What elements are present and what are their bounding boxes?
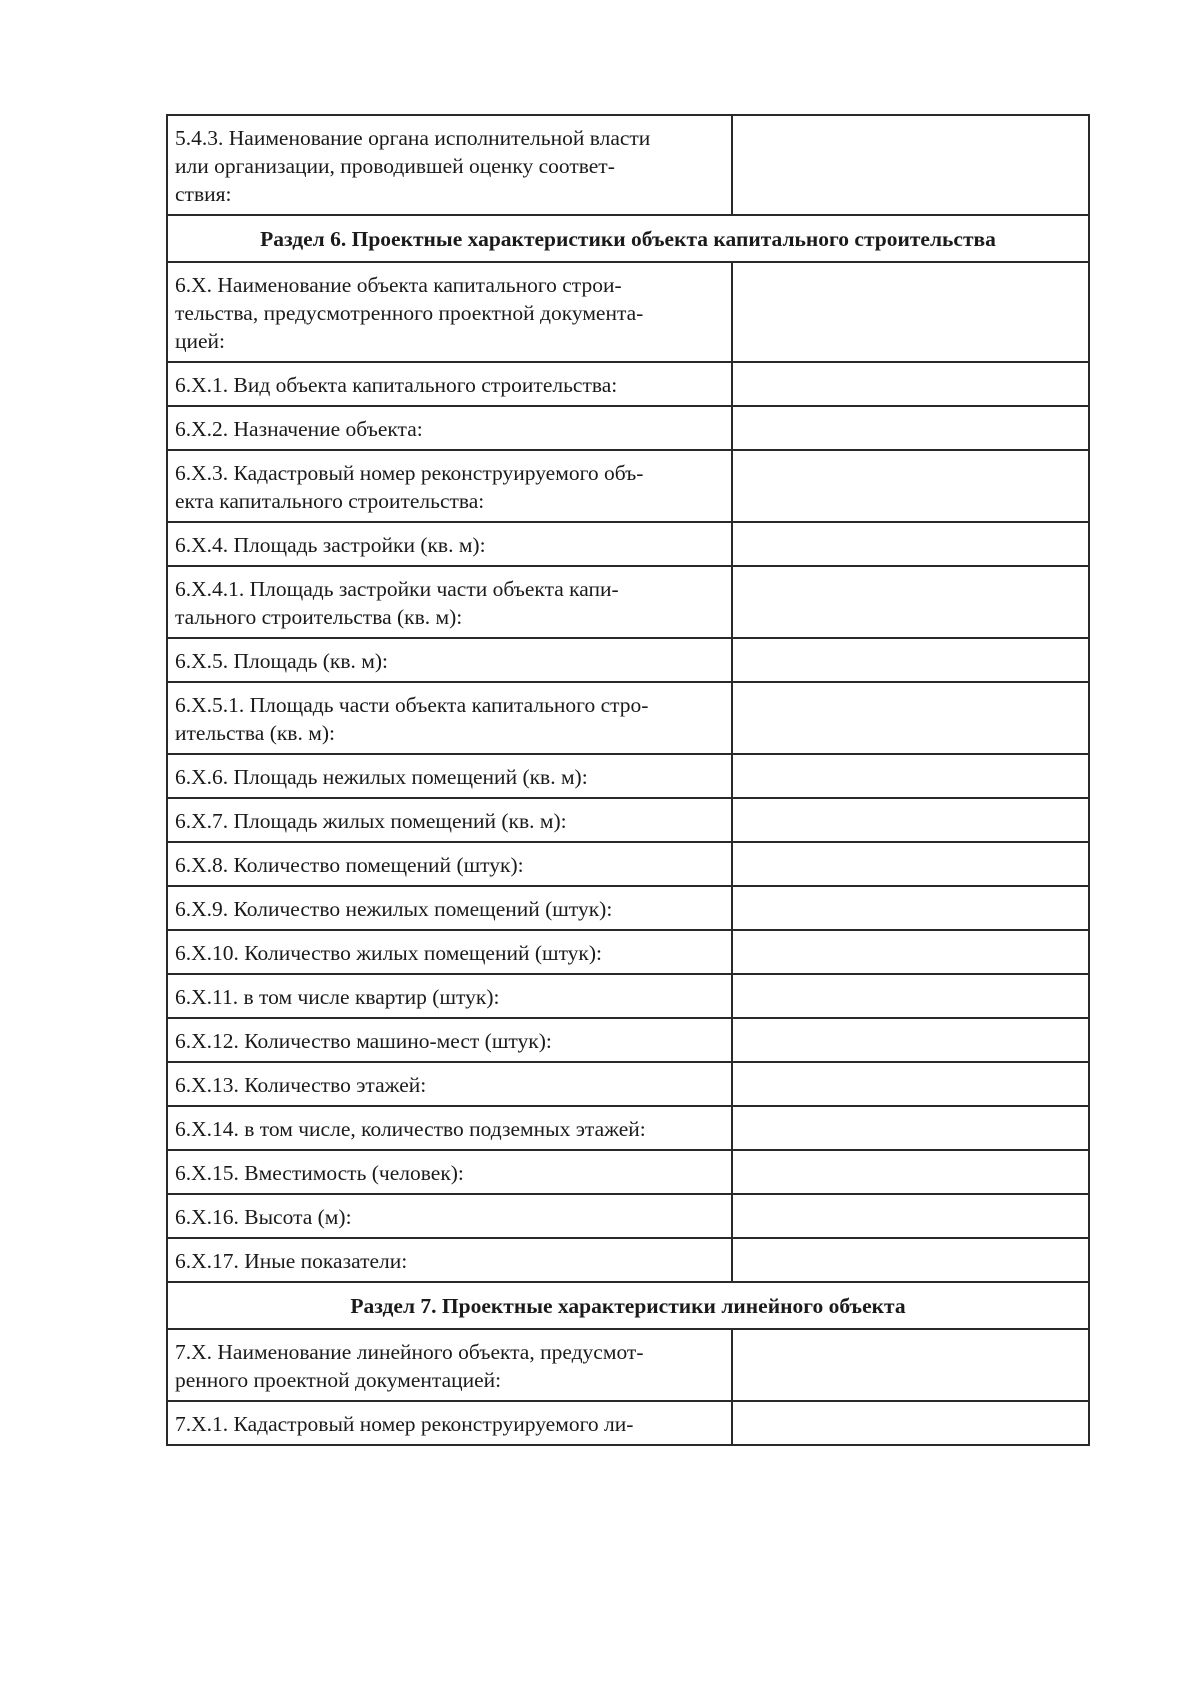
section-title: Раздел 7. Проектные характеристики линейного объекта [167, 1282, 1089, 1329]
field-value-cell[interactable] [732, 1329, 1089, 1401]
field-row [167, 638, 1089, 682]
field-label-cell [167, 522, 732, 566]
field-label: 6.Х.7. Площадь жилых помещений (кв. м): [175, 809, 567, 833]
field-row [167, 262, 1089, 362]
field-label: 6.Х.10. Количество жилых помещений (штук): [175, 941, 603, 965]
field-label: 6.Х.17. Иные показатели: [175, 1249, 408, 1273]
field-label-cell [167, 842, 732, 886]
field-label-cell [167, 1018, 732, 1062]
field-label-cell [167, 1238, 732, 1282]
field-label-cell [167, 1329, 732, 1401]
field-value-cell[interactable] [732, 638, 1089, 682]
field-label-cell [167, 930, 732, 974]
field-label: 6.Х.11. в том числе квартир (штук): [175, 985, 500, 1009]
field-row [167, 450, 1089, 522]
field-label-cell [167, 754, 732, 798]
field-row [167, 974, 1089, 1018]
field-label: 6.Х.16. Высота (м): [175, 1205, 352, 1229]
field-label: 6.Х. Наименование объекта капитального строи- тельства, предусмотренного проектной документа- цией: [175, 273, 644, 353]
field-label-cell [167, 362, 732, 406]
field-label: 6.Х.8. Количество помещений (штук): [175, 853, 524, 877]
field-value-cell[interactable] [732, 566, 1089, 638]
field-value-cell[interactable] [732, 798, 1089, 842]
field-row [167, 754, 1089, 798]
field-label-cell [167, 566, 732, 638]
field-row [167, 842, 1089, 886]
field-row [167, 522, 1089, 566]
field-value-cell[interactable] [732, 974, 1089, 1018]
field-label-cell [167, 1106, 732, 1150]
field-label: 6.Х.4. Площадь застройки (кв. м): [175, 533, 486, 557]
field-label-cell [167, 1401, 732, 1445]
field-value-cell[interactable] [732, 115, 1089, 215]
field-label: 6.Х.6. Площадь нежилых помещений (кв. м): [175, 765, 588, 789]
field-value-cell[interactable] [732, 1238, 1089, 1282]
form-table [166, 114, 1090, 1446]
field-value-cell[interactable] [732, 450, 1089, 522]
field-label-cell [167, 1062, 732, 1106]
field-label: 6.Х.2. Назначение объекта: [175, 417, 423, 441]
field-value-cell[interactable] [732, 886, 1089, 930]
field-label-cell [167, 798, 732, 842]
field-label: 6.Х.12. Количество машино-мест (штук): [175, 1029, 552, 1053]
field-label-cell [167, 974, 732, 1018]
field-label: 7.Х.1. Кадастровый номер реконструируемого ли- [175, 1412, 634, 1436]
field-label: 6.Х.5.1. Площадь части объекта капитального стро- ительства (кв. м): [175, 693, 649, 745]
field-label-cell [167, 638, 732, 682]
field-value-cell[interactable] [732, 1401, 1089, 1445]
form-table-body [167, 115, 1089, 1445]
field-label-cell [167, 262, 732, 362]
field-value-cell[interactable] [732, 682, 1089, 754]
field-row [167, 1401, 1089, 1445]
field-row [167, 362, 1089, 406]
field-label: 5.4.3. Наименование органа исполнительной власти или организации, проводившей оценку соответ- ствия: [175, 126, 651, 206]
field-label: 6.Х.5. Площадь (кв. м): [175, 649, 388, 673]
field-value-cell[interactable] [732, 406, 1089, 450]
field-label-cell [167, 1150, 732, 1194]
field-value-cell[interactable] [732, 1062, 1089, 1106]
field-label: 7.Х. Наименование линейного объекта, предусмот- ренного проектной документацией: [175, 1340, 644, 1392]
field-row [167, 115, 1089, 215]
field-label: 6.Х.13. Количество этажей: [175, 1073, 427, 1097]
field-value-cell[interactable] [732, 842, 1089, 886]
field-row [167, 406, 1089, 450]
field-label: 6.Х.1. Вид объекта капитального строительства: [175, 373, 618, 397]
field-value-cell[interactable] [732, 930, 1089, 974]
field-row [167, 1106, 1089, 1150]
field-row [167, 1150, 1089, 1194]
field-label: 6.Х.9. Количество нежилых помещений (штук): [175, 897, 613, 921]
field-row [167, 682, 1089, 754]
field-row [167, 930, 1089, 974]
field-row [167, 566, 1089, 638]
field-value-cell[interactable] [732, 1150, 1089, 1194]
field-row [167, 1329, 1089, 1401]
field-label: 6.Х.3. Кадастровый номер реконструируемого объ- екта капитального строительства: [175, 461, 644, 513]
field-value-cell[interactable] [732, 1194, 1089, 1238]
field-row [167, 1238, 1089, 1282]
field-value-cell[interactable] [732, 1018, 1089, 1062]
section-title: Раздел 6. Проектные характеристики объекта капитального строительства [167, 215, 1089, 262]
section-header-row [167, 215, 1089, 262]
field-row [167, 1062, 1089, 1106]
field-label-cell [167, 115, 732, 215]
field-value-cell[interactable] [732, 262, 1089, 362]
field-label: 6.Х.15. Вместимость (человек): [175, 1161, 464, 1185]
field-label-cell [167, 1194, 732, 1238]
field-label: 6.Х.14. в том числе, количество подземных этажей: [175, 1117, 646, 1141]
field-value-cell[interactable] [732, 754, 1089, 798]
field-row [167, 798, 1089, 842]
field-value-cell[interactable] [732, 362, 1089, 406]
field-value-cell[interactable] [732, 1106, 1089, 1150]
field-row [167, 886, 1089, 930]
section-header-row [167, 1282, 1089, 1329]
field-label-cell [167, 450, 732, 522]
field-label: 6.Х.4.1. Площадь застройки части объекта капи- тального строительства (кв. м): [175, 577, 619, 629]
field-row [167, 1018, 1089, 1062]
field-label-cell [167, 682, 732, 754]
field-value-cell[interactable] [732, 522, 1089, 566]
field-label-cell [167, 886, 732, 930]
field-label-cell [167, 406, 732, 450]
field-row [167, 1194, 1089, 1238]
